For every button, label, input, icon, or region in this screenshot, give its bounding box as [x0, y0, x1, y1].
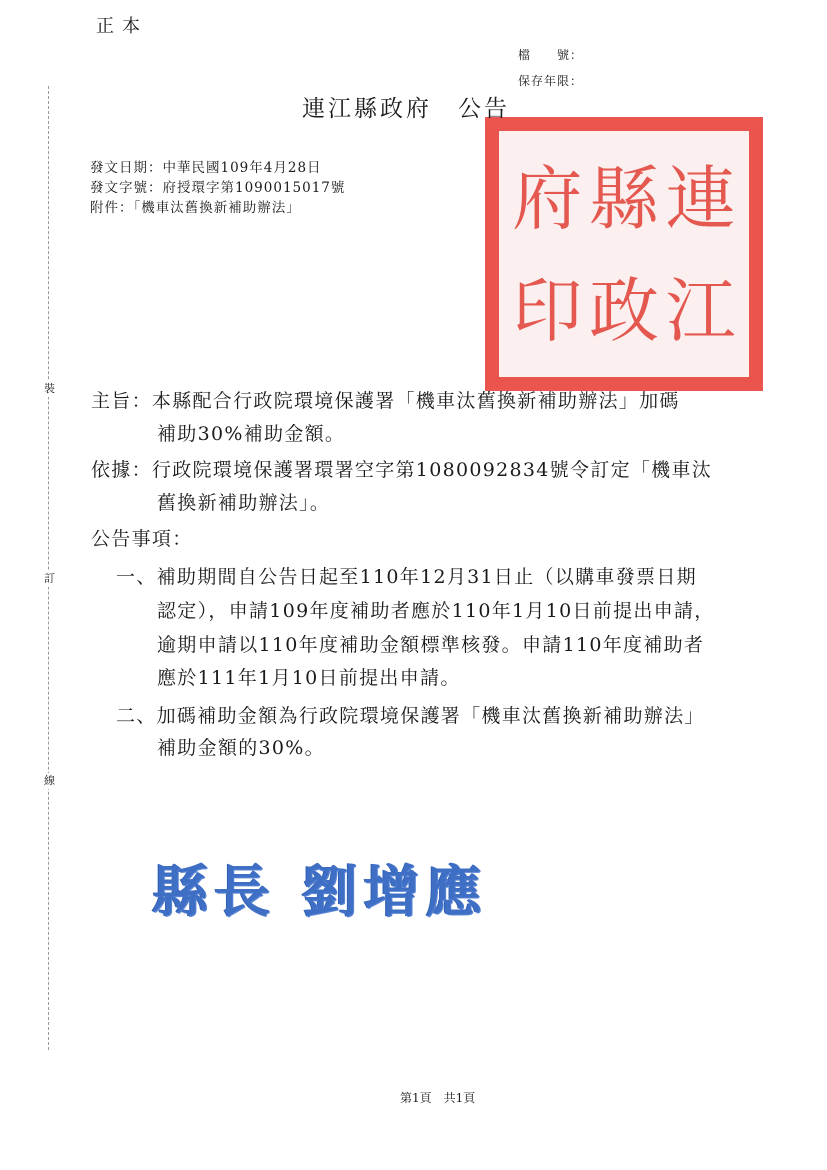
item-1-line-2: 認定），申請109年度補助者應於110年1月10日前提出申請， [157, 600, 715, 622]
magistrate-signature-stamp: 縣長 劉增應 [152, 859, 488, 925]
item-1-line-4: 應於111年1月10日前提出申請。 [157, 667, 461, 689]
basis-line-2: 舊換新補助辦法」。 [157, 492, 331, 514]
document-type: 公告 [458, 96, 510, 122]
agency-name: 連江縣政府 [302, 96, 432, 122]
seal-char: 縣 [588, 158, 659, 240]
items-heading: 公告事項： [91, 528, 193, 550]
binding-char-bind: 裝 [44, 382, 55, 395]
seal-char: 印 [512, 270, 583, 352]
attachment-line: 附件：「機車汰舊換新補助辦法」 [90, 200, 301, 216]
seal-char: 江 [665, 270, 736, 352]
subject-line-1: 主旨：本縣配合行政院環境保護署「機車汰舊換新補助辦法」加碼 [91, 390, 680, 412]
document-number: 發文字號：府授環字第1090015017號 [90, 180, 346, 196]
issue-date: 發文日期：中華民國109年4月28日 [90, 160, 322, 176]
basis-line-1: 依據：行政院環境保護署環署空字第1080092834號令訂定「機車汰 [91, 459, 713, 481]
subject-line-2: 補助30%補助金額。 [157, 423, 346, 445]
retention-label: 保存年限： [518, 74, 584, 88]
binding-char-staple: 訂 [44, 572, 55, 585]
page-number: 第1頁 共1頁 [400, 1091, 476, 1105]
binding-line [48, 86, 49, 1050]
page-title [302, 90, 510, 123]
copy-mark: 正本 [96, 16, 148, 37]
item-2-line-2: 補助金額的30%。 [157, 737, 325, 759]
seal-char: 連 [665, 158, 736, 240]
seal-char: 府 [512, 158, 583, 240]
official-seal [485, 117, 763, 391]
binding-char-line: 線 [44, 774, 55, 787]
item-1-line-3: 逾期申請以110年度補助金額標準核發。申請110年度補助者 [157, 634, 705, 656]
item-1-line-1: 一、補助期間自公告日起至110年12月31日止（以購車發票日期 [116, 566, 697, 588]
file-number-label: 檔 號： [518, 48, 584, 62]
item-2-line-1: 二、加碼補助金額為行政院環境保護署「機車汰舊換新補助辦法」 [116, 705, 705, 727]
seal-char: 政 [588, 270, 659, 352]
